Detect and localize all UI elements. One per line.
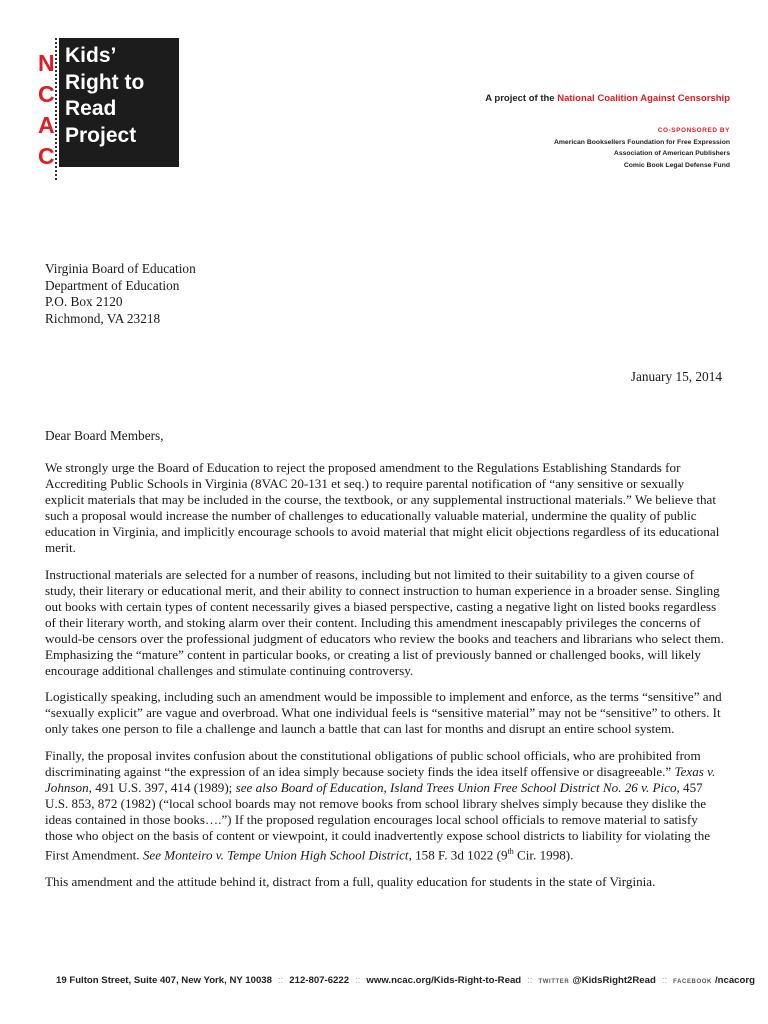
separator: :: bbox=[527, 975, 533, 986]
recipient-address: Virginia Board of Education Department of Education P.O. Box 2120 Richmond, VA 23218 bbox=[45, 261, 196, 326]
case-citation: see also Board of Education, Island Trees Union Free School District No. 26 v. Pico, bbox=[235, 779, 680, 795]
paragraph: Logistically speaking, including such an amendment would be impossible to implement and enforce, as the terms “sensitive” and “sexually explicit” are vague and overbroad. What one individual feels is “sensitive material” may not be “sensitive” to others. It only takes one person to file a challenge and launch a battle that can last for months and disrupt an entire school system. bbox=[45, 689, 722, 737]
letter-body bbox=[45, 460, 725, 900]
separator: :: bbox=[277, 975, 284, 986]
separator: :: bbox=[661, 975, 668, 986]
footer-contact bbox=[56, 975, 755, 986]
facebook-handle-link[interactable]: /ncacorg bbox=[714, 975, 755, 986]
case-citation: See Monteiro v. Tempe Union High School District bbox=[142, 847, 409, 863]
separator: :: bbox=[355, 975, 361, 986]
paragraph: This amendment and the attitude behind it, distract from a full, quality education for students in the state of Virginia. bbox=[45, 873, 656, 889]
twitter-handle-link[interactable]: @KidsRight2Read bbox=[572, 975, 656, 986]
footer-address: 19 Fulton Street, Suite 407, New York, NY 10038 bbox=[56, 975, 272, 986]
sponsor: American Booksellers Foundation for Free Expression bbox=[553, 138, 730, 146]
twitter-label: TWITTER bbox=[538, 979, 570, 985]
coalition-name: National Coalition Against Censorship bbox=[557, 93, 730, 104]
case-citation: Texas v. Johnson bbox=[45, 763, 716, 795]
project-of-line: A project of the National Coalition Against Censorship bbox=[485, 93, 730, 104]
paragraph: Instructional materials are selected for a number of reasons, including but not limited to their suitability to a given course of study, their literary or educational merit, and their ability to connect instruction to human experience in a broader sense. Singling out books with certain types of content necessarily gives a biased perspective, casting a negative light on listed books regardless of their literary worth, and stoking alarm over their content. Including this amendment inescapably privileges the concerns of would-be censors over the professional judgment of educators who review the books and teachers and librarians who select them. Emphasizing the “mature” content in particular books, or creating a list of previously banned or challenged books, will likely encourage additional challenges and stimulate continuing controversy. bbox=[45, 566, 724, 679]
paragraph: Finally, the proposal invites confusion about the constitutional obligations of public school officials, who are prohibited from discriminating against “the expression of an idea simply because society finds the idea itself offensive or disagreeable.” Texas v. Johnson, 491 U.S. 397, 414 (1989); see also Board of Education, Island Trees Union Free School District No. 26 v. Pico, 457 U.S. 853, 872 (1982) (“local school boards may not remove books from school library shelves simply because they dislike the ideas contained in those books….”) If the proposed regulation encourages local school officials to remove material to satisfy those who object on the basis of content or viewpoint, it could inadvertently expose school districts to liability for violating the First Amendment. See Monteiro v. Tempe Union High School District, 158 F. 3d 1022 (9th Cir. 1998). bbox=[45, 747, 716, 863]
letter-date: January 15, 2014 bbox=[630, 369, 722, 384]
sponsor: Association of American Publishers bbox=[613, 150, 730, 157]
logo-box: Kids’ Right to Read Project bbox=[59, 38, 179, 167]
ncac-letters: N C A C bbox=[38, 50, 55, 169]
footer-phone: 212-807-6222 bbox=[289, 975, 350, 986]
salutation: Dear Board Members, bbox=[45, 428, 164, 443]
footer-website-link[interactable]: www.ncac.org/Kids-Right-to-Read bbox=[366, 975, 522, 986]
facebook-label: FACEBOOK bbox=[673, 979, 712, 985]
paragraph: We strongly urge the Board of Education to reject the proposed amendment to the Regulations Establishing Standards for Accrediting Public Schools in Virginia (8VAC 20-131 et seq.) to require parental notification of “any sensitive or sexually explicit materials that may be included in the course, the textbook, or any supplemental instructional materials.” We believe that such a proposal would increase the number of challenges to educationally valuable material, undermine the quality of public education in Virginia, and implicitly encourage schools to avoid material that might elicit objections regardless of its educational merit. bbox=[45, 460, 720, 556]
cosponsored-label: CO-SPONSORED BY bbox=[657, 127, 730, 134]
sponsor: Comic Book Legal Defense Fund bbox=[623, 161, 730, 169]
cosponsors bbox=[554, 125, 730, 171]
logo-dotted-divider bbox=[55, 38, 57, 180]
